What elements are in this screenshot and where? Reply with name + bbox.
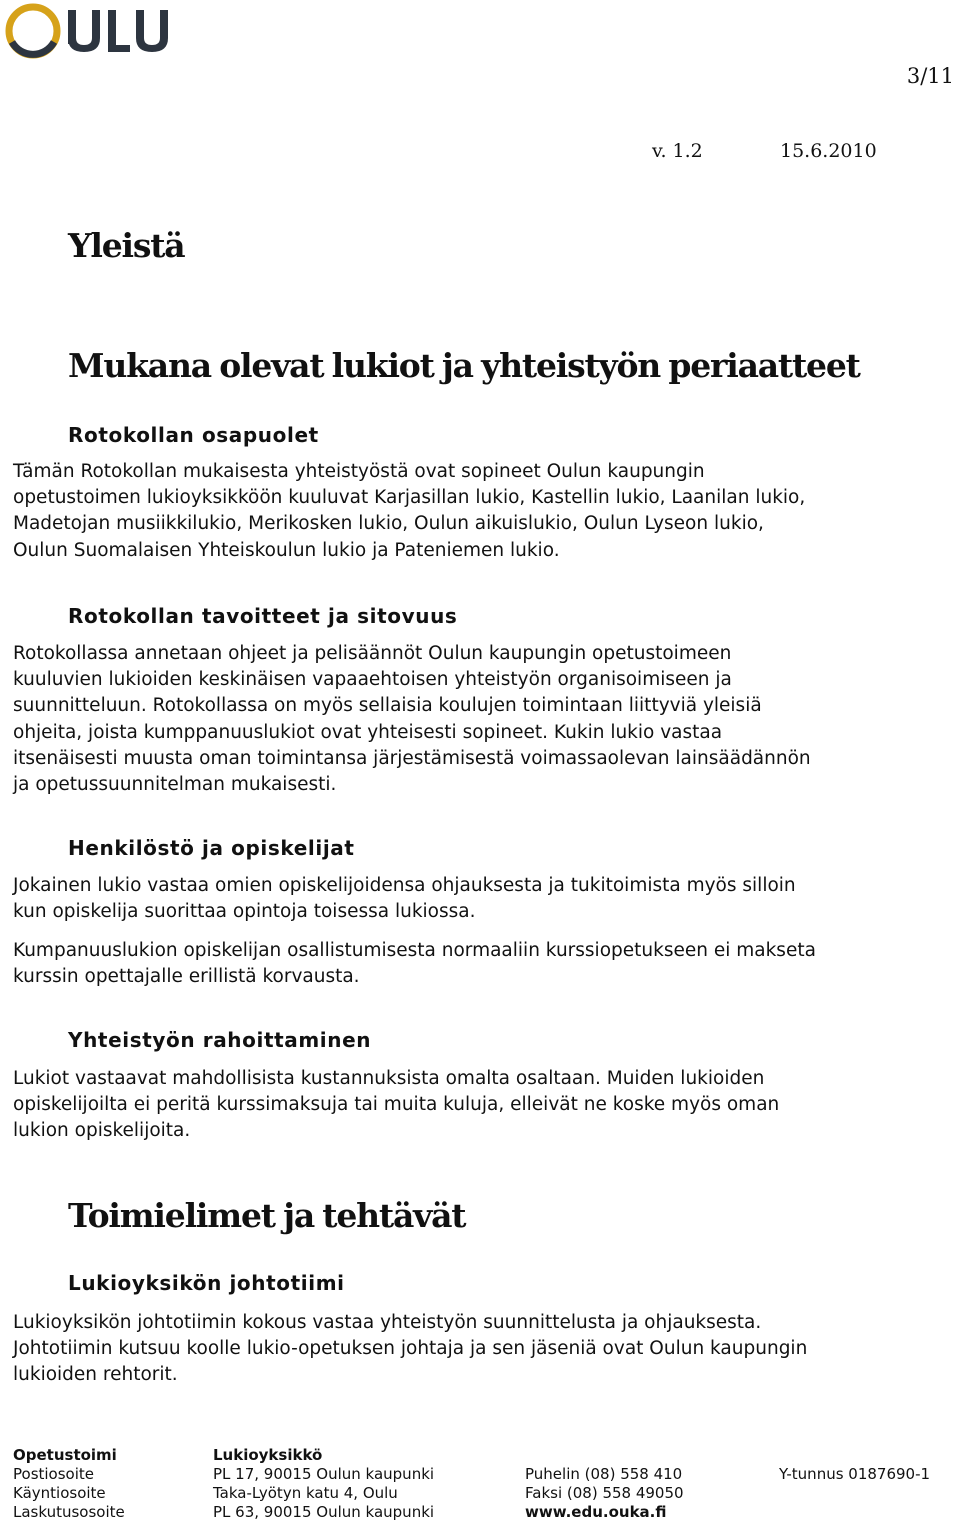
paragraph-henkilosto-2: Kumpanuuslukion opiskelijan osallistumisesta normaaliin kurssiopetukseen ei makseta kurssin opettajalle erillistä korvausta. [13, 940, 816, 988]
title-yleista: Yleistä [68, 226, 185, 265]
page-footer [13, 1446, 955, 1522]
heading-johtotiimi: Lukioyksikön johtotiimi [68, 1271, 345, 1295]
title-mukana: Mukana olevat lukiot ja yhteistyön periaatteet [68, 346, 860, 385]
footer-label: Käyntiosoite [13, 1484, 106, 1502]
footer-website-link[interactable]: www.edu.ouka.fi [525, 1503, 667, 1521]
oulu-logo-graphic [4, 2, 172, 60]
paragraph-henkilosto-1: Jokainen lukio vastaa omien opiskelijoidensa ohjauksesta ja tukitoimista myös silloin kun opiskelija suorittaa opintoja toisessa lukiossa. [13, 875, 796, 923]
heading-tavoitteet: Rotokollan tavoitteet ja sitovuus [68, 604, 458, 628]
paragraph-tavoitteet: Rotokollassa annetaan ohjeet ja pelisäännöt Oulun kaupungin opetustoimeen kuuluvien lukioiden keskinäisen vapaaehtoisen yhteistyön organisoimiseen ja suunnitteluun. Rotokollassa on myös sellaisia koulujen toimintaan liittyviä yleisiä ohjeita, joista kumppanuuslukiot ovat yhteisesti sopineet. Kukin lukio vastaa itsenäisesti muusta oman toimintansa järjestämisestä voimassaolevan lainsäädännön ja opetussuunnitelman mukaisesti. [13, 643, 811, 796]
title-toimielimet: Toimielimet ja tehtävät [68, 1196, 466, 1235]
footer-address: PL 63, 90015 Oulun kaupunki [213, 1503, 435, 1521]
footer-header-row [13, 1446, 955, 1465]
footer-contact: Puhelin (08) 558 410 [525, 1465, 683, 1483]
footer-label: Postiosoite [13, 1465, 94, 1483]
document-version [652, 140, 877, 162]
paragraph-johtotiimi: Lukioyksikön johtotiimin kokous vastaa yhteistyön suunnittelusta ja ohjauksesta. Johtotiimin kutsuu koolle lukio-opetuksen johtaja ja sen jäseniä ovat Oulun kaupungin lukioiden rehtorit. [13, 1312, 808, 1386]
footer-contact: Faksi (08) 558 49050 [525, 1484, 684, 1502]
oulu-logo [4, 2, 172, 60]
footer-unit: Lukioyksikkö [213, 1446, 323, 1464]
paragraph-osapuolet: Tämän Rotokollan mukaisesta yhteistyöstä ovat sopineet Oulun kaupungin opetustoimen lukioyksikköön kuuluvat Karjasillan lukio, Kastellin lukio, Laanilan lukio, Madetojan musiikkilukio, Merikosken lukio, Oulun aikuislukio, Oulun Lyseon lukio, Oulun Suomalaisen Yhteiskoulun lukio ja Pateniemen lukio. [13, 461, 806, 561]
footer-row [13, 1465, 955, 1484]
footer-row [13, 1484, 955, 1503]
page-number: 3/11 [906, 64, 954, 88]
version-number: v. 1.2 [652, 140, 703, 162]
footer-business-id: Y-tunnus 0187690-1 [779, 1465, 931, 1483]
footer-address: Taka-Lyötyn katu 4, Oulu [213, 1484, 398, 1502]
footer-label: Laskutusosoite [13, 1503, 125, 1521]
footer-org: Opetustoimi [13, 1446, 117, 1464]
heading-rahoitus: Yhteistyön rahoittaminen [68, 1028, 372, 1052]
footer-address: PL 17, 90015 Oulun kaupunki [213, 1465, 435, 1483]
heading-osapuolet: Rotokollan osapuolet [68, 423, 319, 447]
paragraph-rahoitus: Lukiot vastaavat mahdollisista kustannuksista omalta osaltaan. Muiden lukioiden opiskelijoilta ei peritä kurssimaksuja tai muita kuluja, elleivät ne koske myös oman lukion opiskelijoita. [13, 1068, 780, 1142]
version-date: 15.6.2010 [780, 140, 877, 162]
footer-row [13, 1503, 955, 1522]
heading-henkilosto: Henkilöstö ja opiskelijat [68, 836, 355, 860]
